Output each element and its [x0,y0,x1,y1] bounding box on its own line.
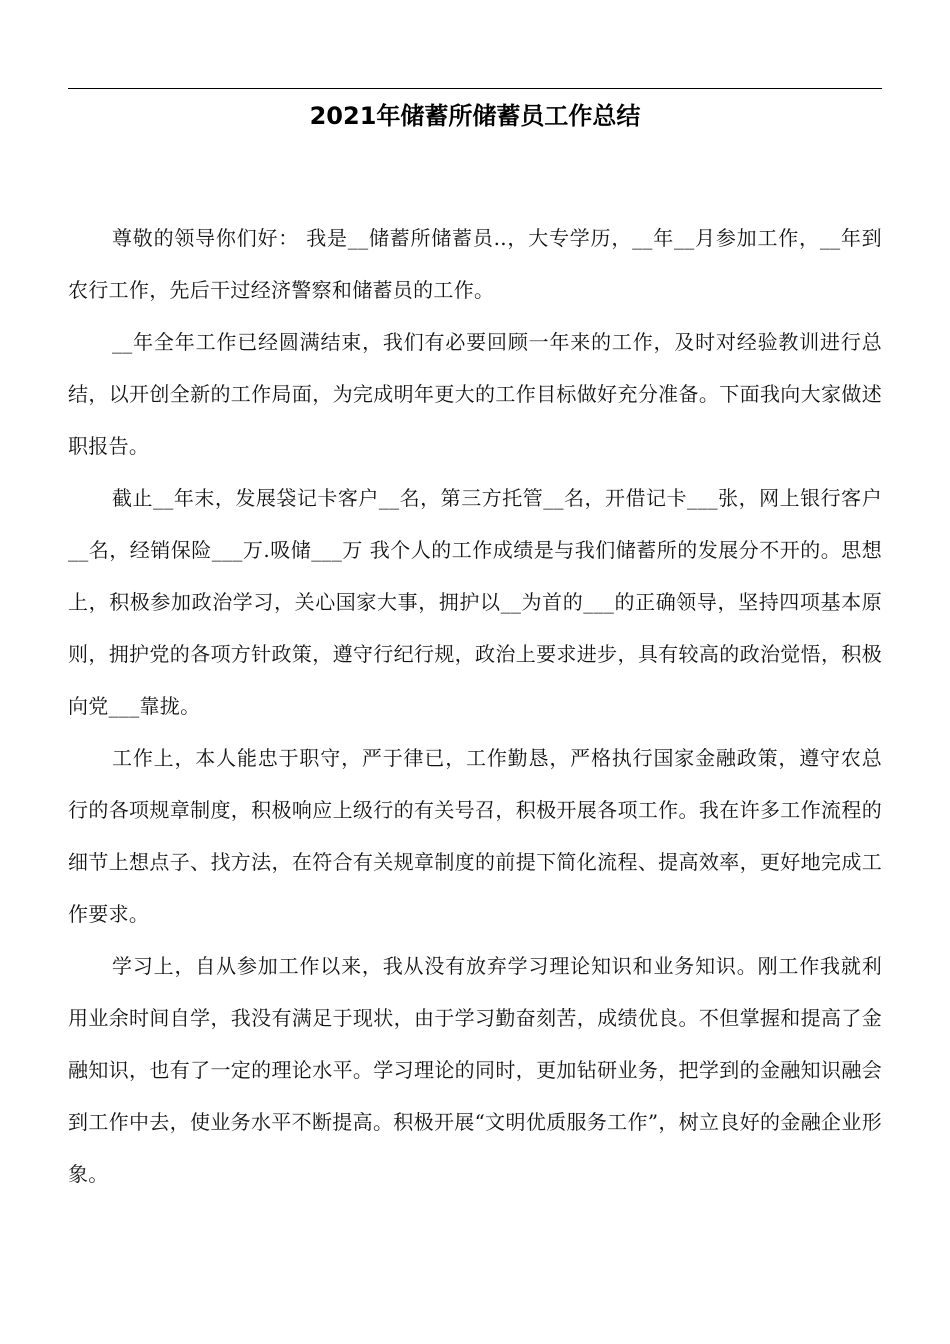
document-body [68,212,882,1200]
paragraph-achievements: 截止__年末，发展袋记卡客户__名，第三方托管__名，开借记卡___张，网上银行客户__名，经销保险___万.吸储___万 我个人的工作成绩是与我们储蓄所的发展分不开的。思想上，积极参加政治学习，关心国家大事，拥护以__为首的___的正确领导，坚持四项基本原则，拥护党的各项方针政策，遵守行纪行规，政治上要求进步，具有较高的政治觉悟，积极向党___靠拢。 [68,486,882,718]
document-title: 2021年储蓄所储蓄员工作总结 [309,102,641,130]
paragraph-work: 工作上，本人能忠于职守，严于律已，工作勤恳，严格执行国家金融政策，遵守农总行的各项规章制度，积极响应上级行的有关号召，积极开展各项工作。我在许多工作流程的细节上想点子、找方法，在符合有关规章制度的前提下简化流程、提高效率，更好地完成工作要求。 [68,746,882,926]
paragraph-greeting: 尊敬的领导你们好： 我是__储蓄所储蓄员..，大专学历，__年__月参加工作，__年到农行工作，先后干过经济警察和储蓄员的工作。 [68,226,882,302]
header-rule [68,88,882,89]
paragraph-intro: __年全年工作已经圆满结束，我们有必要回顾一年来的工作，及时对经验教训进行总结，以开创全新的工作局面，为完成明年更大的工作目标做好充分准备。下面我向大家做述职报告。 [68,330,882,458]
paragraph-study: 学习上，自从参加工作以来，我从没有放弃学习理论知识和业务知识。刚工作我就利用业余时间自学，我没有满足于现状，由于学习勤奋刻苦，成绩优良。不但掌握和提高了金融知识，也有了一定的理论水平。学习理论的同时，更加钻研业务，把学到的金融知识融会到工作中去，使业务水平不断提高。积极开展“文明优质服务工作”，树立良好的金融企业形象。 [68,954,882,1186]
